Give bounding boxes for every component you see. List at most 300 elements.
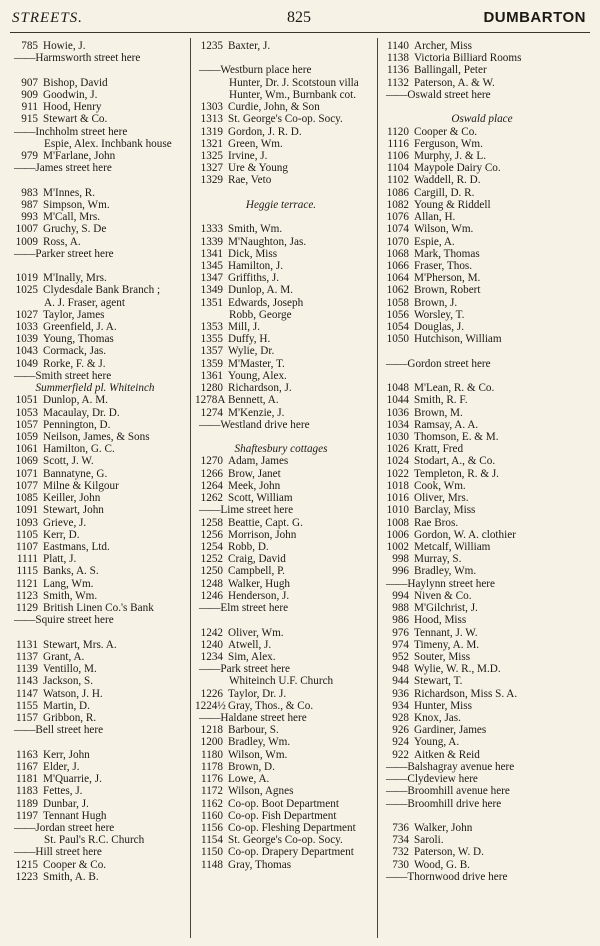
cross-street-marker: —— Bell street here — [10, 724, 190, 736]
directory-entry — [382, 700, 592, 712]
occupant-name: M'Gilchrist, J. — [414, 602, 478, 615]
house-number: 1189 — [16, 797, 38, 810]
directory-entry — [195, 700, 377, 712]
cross-street-marker: —— Oswald street here — [382, 89, 592, 101]
house-number: 976 — [392, 626, 409, 639]
occupant-name: Taylor, James — [43, 308, 105, 321]
directory-entry — [10, 443, 190, 455]
house-number: 1106 — [387, 149, 409, 162]
occupant-name: Clydesdale Bank Branch ; — [43, 284, 161, 297]
house-number: 1325 — [200, 149, 223, 162]
occupant-name: Lowe, A. — [228, 773, 270, 786]
occupant-name: M'Innes, R. — [43, 186, 96, 199]
unnumbered-entry: Espie, Alex. Inchbank house — [44, 137, 172, 150]
occupant-name: M'Farlane, John — [43, 149, 116, 162]
directory-entry — [195, 345, 377, 357]
directory-entry — [382, 468, 592, 480]
directory-entry — [382, 333, 592, 345]
directory-entry — [10, 468, 190, 480]
directory-entry — [382, 480, 592, 492]
house-number: 1181 — [16, 773, 38, 786]
directory-entry — [195, 333, 377, 345]
house-number: 922 — [392, 748, 409, 761]
cross-street-marker: —— Park street here — [195, 663, 377, 675]
house-number: 1250 — [200, 565, 223, 578]
directory-entry — [10, 394, 190, 406]
cross-street-marker: —— Elm street here — [195, 602, 377, 614]
cross-street-marker: —— Clydeview here — [382, 773, 592, 785]
place-heading: Heggie terrace. — [245, 198, 317, 211]
directory-entry — [10, 492, 190, 504]
occupant-name: Young, Thomas — [43, 333, 114, 346]
house-number: 1359 — [200, 357, 223, 370]
directory-entry — [382, 77, 592, 89]
spacer — [10, 736, 190, 748]
occupant-name: Howie, J. — [43, 40, 86, 52]
directory-entry — [382, 712, 592, 724]
directory-entry — [382, 846, 592, 858]
directory-entry — [10, 321, 190, 333]
house-number: 1178 — [201, 760, 223, 773]
house-number: 1030 — [386, 431, 409, 443]
house-number: 1039 — [15, 333, 38, 346]
occupant-name: Young & Riddell — [414, 198, 491, 211]
cross-street-marker: —— Smith street here — [10, 370, 190, 382]
directory-entry — [382, 553, 592, 565]
house-number: 909 — [21, 88, 38, 101]
house-number: 1256 — [200, 528, 223, 541]
directory-entry — [10, 773, 190, 785]
occupant-name: Ferguson, Wm. — [414, 137, 483, 150]
directory-entry — [382, 859, 592, 871]
occupant-name: Young, Alex. — [228, 369, 287, 382]
house-number: 1224½ — [195, 699, 226, 712]
occupant-name: Thomson, E. & M. — [414, 431, 499, 443]
directory-entry — [195, 394, 377, 406]
cross-street-marker: —— Jordan street here — [10, 822, 190, 834]
house-number: 1240 — [200, 638, 223, 651]
house-number: 979 — [21, 149, 38, 162]
occupant-name: Co-op. Drapery Department — [228, 846, 354, 859]
occupant-name: M'Quarrie, J. — [43, 773, 102, 786]
directory-entry — [10, 211, 190, 223]
occupant-name: Barclay, Miss — [414, 504, 476, 517]
directory-entry — [382, 150, 592, 162]
house-number: 998 — [392, 553, 409, 566]
occupant-name: Greenfield, J. A. — [43, 321, 117, 334]
house-number: 1218 — [200, 724, 223, 737]
directory-entry — [195, 639, 377, 651]
directory-entry — [382, 614, 592, 626]
directory-entry — [195, 370, 377, 382]
house-number: 1138 — [387, 52, 409, 65]
house-number: 1053 — [15, 406, 38, 419]
house-number: 1025 — [15, 284, 38, 297]
occupant-name: Irvine, J. — [228, 149, 268, 162]
directory-entry — [382, 565, 592, 577]
occupant-name: Gray, Thomas — [228, 858, 292, 871]
directory-entry — [195, 101, 377, 113]
occupant-name: Richardson, Miss S. A. — [414, 687, 518, 700]
spacer — [10, 627, 190, 639]
house-number: 1252 — [200, 553, 223, 566]
cross-street-marker: —— Balshagray avenue here — [382, 761, 592, 773]
occupant-name: Hood, Miss — [414, 614, 467, 627]
occupant-name: Walker, John — [414, 822, 473, 834]
house-number: 1136 — [387, 64, 409, 77]
directory-entry — [10, 272, 190, 284]
directory-entry — [195, 517, 377, 529]
occupant-name: Richardson, J. — [228, 382, 292, 395]
spacer — [195, 187, 377, 199]
directory-entry — [195, 138, 377, 150]
directory-entry — [195, 578, 377, 590]
directory-entry — [195, 859, 377, 871]
directory-entry — [10, 309, 190, 321]
occupant-name: Paterson, W. D. — [414, 846, 484, 859]
occupant-name: Dunlop, A. M. — [43, 394, 108, 407]
directory-entry — [10, 89, 190, 101]
directory-entry — [382, 627, 592, 639]
house-number: 1107 — [16, 540, 38, 553]
house-number: 1176 — [201, 773, 223, 786]
occupant-name: Taylor, Dr. J. — [228, 687, 287, 700]
occupant-name: Brown, Robert — [414, 284, 481, 297]
house-number: 1234 — [200, 650, 223, 663]
directory-entry — [10, 541, 190, 553]
occupant-name: Douglas, J. — [414, 321, 465, 334]
occupant-name: Barbour, S. — [228, 724, 279, 737]
directory-entry — [10, 602, 190, 614]
directory-entry — [382, 749, 592, 761]
cross-street-marker: —— Broomhill drive here — [382, 798, 592, 810]
occupant-name: Goodwin, J. — [43, 88, 98, 101]
house-number: 1048 — [386, 382, 409, 395]
house-number: 1132 — [387, 76, 409, 89]
directory-entry — [10, 578, 190, 590]
directory-entry — [382, 394, 592, 406]
occupant-name: Kerr, John — [43, 748, 90, 761]
house-number: 1033 — [15, 321, 38, 334]
occupant-name: Hutchison, William — [414, 333, 502, 346]
house-number: 1235 — [200, 40, 223, 52]
occupant-name: Dunbar, J. — [43, 797, 89, 810]
house-number: 1156 — [201, 822, 223, 834]
cross-street-marker: —— Inchholm street here — [10, 126, 190, 138]
house-number: 994 — [392, 589, 409, 602]
spacer — [195, 431, 377, 443]
cross-street-marker: —— Thornwood drive here — [382, 871, 592, 883]
house-number: 1115 — [16, 565, 38, 578]
occupant-name: Paterson, A. & W. — [414, 76, 495, 89]
directory-entry — [195, 284, 377, 296]
house-number: 1068 — [386, 247, 409, 260]
occupant-name: Dick, Miss — [228, 247, 278, 260]
cross-street-marker: —— Broomhill avenue here — [382, 785, 592, 797]
house-number: 1007 — [15, 223, 38, 236]
house-number: 1140 — [387, 40, 409, 52]
directory-entry — [382, 236, 592, 248]
house-number: 1069 — [15, 455, 38, 468]
occupant-name: Bishop, David — [43, 76, 108, 89]
house-number: 1121 — [16, 577, 38, 590]
directory-entry — [382, 736, 592, 748]
occupant-name: Brow, Janet — [228, 467, 281, 480]
occupant-name: Campbell, P. — [228, 565, 285, 578]
occupant-name: Wilson, Wm. — [414, 223, 474, 236]
directory-entry — [10, 761, 190, 773]
directory-entry — [10, 199, 190, 211]
directory-entry — [10, 688, 190, 700]
house-number: 1345 — [200, 259, 223, 272]
spacer — [10, 260, 190, 272]
house-number: 1061 — [15, 443, 38, 456]
house-number: 1223 — [15, 870, 38, 883]
house-number: 1066 — [386, 259, 409, 272]
directory-entry — [382, 455, 592, 467]
directory-entry — [10, 517, 190, 529]
house-number: 952 — [392, 650, 409, 663]
house-number: 986 — [392, 614, 409, 627]
occupant-name: Banks, A. S. — [43, 565, 99, 578]
occupant-name: Edwards, Joseph — [228, 296, 304, 309]
house-number: 1054 — [386, 321, 409, 334]
occupant-name: Martin, D. — [43, 699, 90, 712]
house-number: 1163 — [16, 748, 38, 761]
house-number: 1226 — [200, 687, 223, 700]
occupant-name: Wilson, Wm. — [228, 748, 288, 761]
cross-street-marker: —— Haldane street here — [195, 712, 377, 724]
occupant-name: Curdie, John, & Son — [228, 101, 320, 114]
house-number: 1062 — [386, 284, 409, 297]
house-number: 1258 — [200, 516, 223, 529]
directory-entry — [195, 529, 377, 541]
directory-entry — [382, 675, 592, 687]
house-number: 1102 — [387, 174, 409, 187]
directory-entry — [382, 602, 592, 614]
directory-entry — [382, 407, 592, 419]
occupant-name: Co-op. Boot Department — [228, 797, 339, 810]
directory-entry — [382, 651, 592, 663]
house-number: 1019 — [15, 272, 38, 285]
house-number: 1278A — [195, 394, 226, 407]
directory-entry — [10, 113, 190, 125]
directory-entry — [382, 260, 592, 272]
house-number: 1157 — [16, 712, 38, 725]
house-number: 1264 — [200, 479, 223, 492]
cross-street-marker: —— Westburn place here — [195, 64, 377, 76]
house-number: 1016 — [386, 492, 409, 505]
occupant-name: Gordon, J. R. D. — [228, 125, 302, 138]
column-divider — [190, 38, 191, 938]
house-number: 987 — [21, 198, 38, 211]
directory-entry — [10, 785, 190, 797]
directory-entry — [10, 565, 190, 577]
house-number: 1105 — [16, 528, 38, 541]
house-number: 1137 — [16, 650, 38, 663]
house-number: 915 — [21, 113, 38, 126]
house-number: 734 — [392, 834, 409, 847]
house-number: 1351 — [200, 296, 223, 309]
cross-street-marker: —— Parker street here — [10, 248, 190, 260]
occupant-name: Kerr, D. — [43, 528, 80, 541]
occupant-name: Young, A. — [414, 736, 460, 749]
occupant-name: Elder, J. — [43, 760, 80, 773]
house-number: 1010 — [386, 504, 409, 517]
occupant-name: Griffiths, J. — [228, 272, 280, 285]
directory-entry — [10, 40, 190, 52]
spacer — [10, 64, 190, 76]
directory-entry — [195, 126, 377, 138]
occupant-name: Stewart, Mrs. A. — [43, 638, 117, 651]
occupant-name: Cooper & Co. — [414, 125, 478, 138]
occupant-name: Stodart, A., & Co. — [414, 455, 496, 468]
directory-entry — [382, 590, 592, 602]
directory-entry — [382, 174, 592, 186]
house-number: 1049 — [15, 357, 38, 370]
directory-entry — [195, 297, 377, 309]
house-number: 1215 — [15, 858, 38, 871]
house-number: 936 — [392, 687, 409, 700]
house-number: 1150 — [201, 846, 223, 859]
directory-entry — [382, 248, 592, 260]
occupant-name: Tennant Hugh — [43, 809, 107, 822]
house-number: 1071 — [15, 467, 38, 480]
directory-entry — [382, 504, 592, 516]
house-number: 1104 — [387, 162, 409, 175]
header-rule — [10, 32, 590, 33]
occupant-name: Ramsay, A. A. — [414, 418, 479, 431]
directory-entry — [195, 724, 377, 736]
house-number: 1070 — [386, 235, 409, 248]
occupant-name: Co-op. Fish Department — [228, 809, 337, 822]
directory-entry — [195, 223, 377, 235]
unnumbered-entry: Hunter, Wm., Burnbank cot. — [229, 88, 357, 101]
occupant-name: M'Master, T. — [228, 357, 285, 370]
house-number: 1131 — [16, 638, 38, 651]
spacer — [195, 211, 377, 223]
occupant-name: Hamilton, G. C. — [43, 443, 115, 456]
occupant-name: Smith, A. B. — [43, 870, 99, 883]
house-number: 1085 — [15, 492, 38, 505]
occupant-name: M'Inally, Mrs. — [43, 272, 107, 285]
house-number: 907 — [21, 76, 38, 89]
house-number: 1027 — [15, 308, 38, 321]
directory-column-2 — [195, 40, 377, 871]
spacer — [382, 810, 592, 822]
directory-entry — [382, 663, 592, 675]
occupant-name: Mark, Thomas — [414, 247, 480, 260]
directory-entry — [382, 431, 592, 443]
house-number: 1183 — [16, 785, 38, 798]
occupant-name: Adam, James — [228, 455, 289, 468]
directory-entry — [195, 492, 377, 504]
directory-entry — [382, 541, 592, 553]
directory-entry — [195, 541, 377, 553]
occupant-name: Henderson, J. — [228, 589, 290, 602]
directory-entry — [10, 700, 190, 712]
directory-entry — [382, 443, 592, 455]
house-number: 983 — [21, 186, 38, 199]
directory-entry — [195, 736, 377, 748]
directory-entry — [382, 309, 592, 321]
house-number: 1139 — [16, 663, 38, 676]
house-number: 974 — [392, 638, 409, 651]
occupant-name: Lang, Wm. — [43, 577, 94, 590]
house-number: 1111 — [16, 553, 38, 566]
directory-entry — [195, 627, 377, 639]
house-number: 1009 — [15, 235, 38, 248]
occupant-name: Robb, D. — [228, 540, 269, 553]
house-number: 993 — [21, 211, 38, 224]
directory-entry — [195, 272, 377, 284]
occupant-name: M'Call, Mrs. — [43, 211, 101, 224]
occupant-name: Ventillo, M. — [43, 663, 97, 676]
directory-entry — [195, 468, 377, 480]
directory-entry — [382, 40, 592, 52]
house-number: 1160 — [201, 809, 223, 822]
house-number: 934 — [392, 699, 409, 712]
directory-entry — [195, 810, 377, 822]
occupant-name: Atwell, J. — [228, 638, 272, 651]
cross-street-marker: —— Lime street here — [195, 504, 377, 516]
directory-entry — [382, 688, 592, 700]
occupant-name: Oliver, Mrs. — [414, 492, 469, 505]
house-number: 1024 — [386, 455, 409, 468]
directory-entry — [195, 565, 377, 577]
directory-entry — [10, 77, 190, 89]
house-number: 1082 — [386, 198, 409, 211]
directory-entry — [195, 40, 377, 52]
occupant-name: Stewart & Co. — [43, 113, 108, 126]
occupant-name: Keiller, John — [43, 492, 101, 505]
occupant-name: Wylie, W. R., M.D. — [414, 663, 501, 676]
directory-entry — [10, 810, 190, 822]
spacer — [382, 370, 592, 382]
spacer — [10, 174, 190, 186]
occupant-name: Gardiner, James — [414, 724, 487, 737]
house-number: 1329 — [200, 174, 223, 187]
house-number: 1008 — [386, 516, 409, 529]
occupant-name: Murray, S. — [414, 553, 462, 566]
occupant-name: Timeny, A. M. — [414, 638, 480, 651]
directory-entry — [10, 504, 190, 516]
directory-entry — [195, 407, 377, 419]
house-number: 1347 — [200, 272, 223, 285]
directory-entry — [10, 345, 190, 357]
page-number: 825 — [287, 9, 311, 26]
house-number: 1018 — [386, 479, 409, 492]
occupant-name: Co-op. Fleshing Department — [228, 822, 356, 834]
occupant-name: Morrison, John — [228, 528, 297, 541]
occupant-name: Murphy, J. & L. — [414, 149, 486, 162]
directory-entry — [382, 517, 592, 529]
directory-entry — [195, 455, 377, 467]
spacer — [195, 52, 377, 64]
directory-entry — [195, 761, 377, 773]
directory-entry — [195, 162, 377, 174]
directory-entry — [382, 223, 592, 235]
house-number: 1120 — [387, 125, 409, 138]
occupant-name: Scott, William — [228, 492, 293, 505]
occupant-name: Cormack, Jas. — [43, 345, 107, 358]
directory-entry — [10, 480, 190, 492]
occupant-name: Wood, G. B. — [414, 858, 470, 871]
house-number: 1319 — [200, 125, 223, 138]
occupant-name: Fettes, J. — [43, 785, 83, 798]
house-number: 1172 — [201, 785, 223, 798]
house-number: 1349 — [200, 284, 223, 297]
